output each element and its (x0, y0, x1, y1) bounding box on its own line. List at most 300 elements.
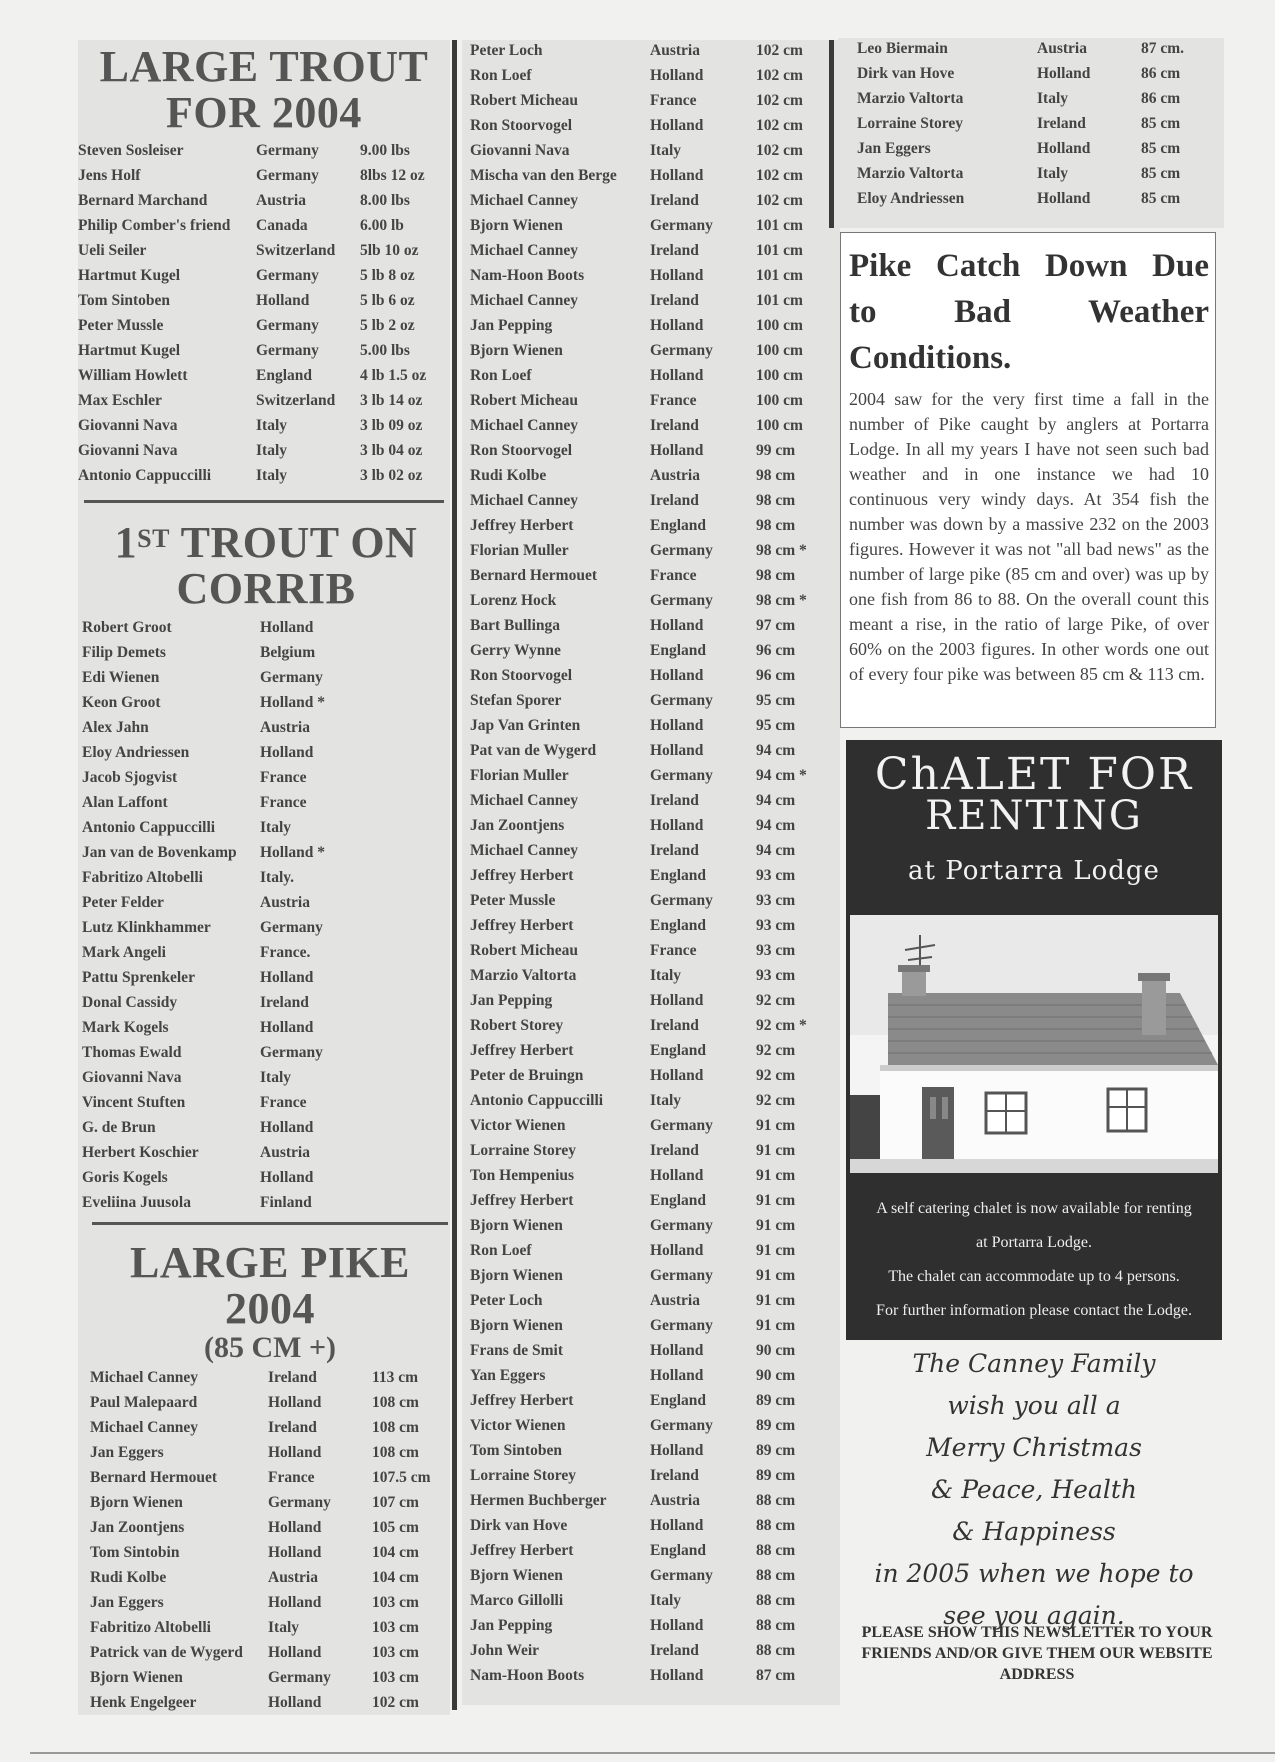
first-trout-row (82, 1165, 325, 1190)
size: 95 cm (756, 716, 796, 734)
size: 5lb 10 oz (360, 241, 419, 259)
country: Italy (268, 1618, 299, 1636)
column-divider-left (452, 40, 457, 1710)
pike-row (470, 588, 807, 613)
size: 98 cm (756, 491, 796, 509)
first-trout-row (82, 790, 325, 815)
pike-row (470, 463, 807, 488)
pike-row (470, 1538, 807, 1563)
size: 90 cm (756, 1366, 796, 1384)
angler-name: Peter Felder (82, 893, 164, 911)
angler-name: Keon Groot (82, 693, 161, 711)
first-trout-row (82, 815, 325, 840)
chalet-title-line3: at Portarra Lodge (908, 856, 1160, 886)
pike-row (470, 1113, 807, 1138)
size: 101 cm (756, 216, 803, 234)
angler-name: Jeffrey Herbert (470, 1391, 574, 1409)
angler-name: Mischa van den Berge (470, 166, 617, 184)
country: Italy (650, 1591, 681, 1609)
size: 8.00 lbs (360, 191, 410, 209)
pike-row (470, 563, 807, 588)
country: Austria (260, 893, 310, 911)
size: 108 cm (372, 1418, 419, 1436)
first-trout-title-line2: CORRIB (176, 564, 356, 613)
country: France (650, 566, 697, 584)
size: 91 cm (756, 1216, 796, 1234)
pike-row (90, 1565, 431, 1590)
size: 3 lb 14 oz (360, 391, 423, 409)
size: 93 cm (756, 866, 796, 884)
trout-row (78, 263, 426, 288)
pike-row (90, 1440, 431, 1465)
chalet-info-line3: The chalet can accommodate up to 4 persons. (888, 1268, 1180, 1285)
angler-name: Bernard Marchand (78, 191, 208, 209)
first-trout-row (82, 990, 325, 1015)
angler-name: Jan Eggers (90, 1443, 164, 1461)
country: Holland (268, 1643, 322, 1661)
size: 3 lb 09 oz (360, 416, 423, 434)
chalet-info-line1: A self catering chalet is now available for renting (876, 1200, 1192, 1217)
angler-name: Tom Sintoben (78, 291, 171, 309)
angler-name: Robert Micheau (470, 91, 579, 109)
pike-continued-section (470, 38, 840, 1688)
size: 99 cm (756, 441, 796, 459)
country: Ireland (650, 841, 699, 859)
pike-row (470, 538, 807, 563)
pike-row (90, 1665, 431, 1690)
country: Germany (260, 1043, 323, 1061)
angler-name: Jeffrey Herbert (470, 1041, 574, 1059)
angler-name: Gerry Wynne (470, 641, 561, 659)
pike-row (470, 1363, 807, 1388)
chalet-title-line1: ChALET FOR (874, 749, 1194, 800)
country: Austria (1037, 39, 1087, 57)
country: Germany (650, 216, 713, 234)
large-pike-subtitle: (85 CM +) (203, 1331, 337, 1364)
pike-row (90, 1465, 431, 1490)
country: Holland (260, 1118, 314, 1136)
trout-row (78, 388, 426, 413)
pike-row (470, 1613, 807, 1638)
trout-row (78, 363, 426, 388)
country: Ireland (650, 491, 699, 509)
country: Italy (1037, 164, 1068, 182)
trout-row (78, 188, 426, 213)
first-trout-table (82, 615, 325, 1215)
country: Austria (260, 1143, 310, 1161)
country: Holland (650, 991, 704, 1009)
size: 5 lb 2 oz (360, 316, 415, 334)
pike-row (470, 963, 807, 988)
country: Holland (650, 366, 704, 384)
angler-name: Lorraine Storey (470, 1141, 577, 1159)
angler-name: Jacob Sjogvist (82, 768, 178, 786)
size: 91 cm (756, 1316, 796, 1334)
size: 92 cm * (756, 1016, 807, 1034)
size: 4 lb 1.5 oz (360, 366, 427, 384)
angler-name: Jeffrey Herbert (470, 516, 574, 534)
angler-name: Eloy Andriessen (82, 743, 190, 761)
size: 88 cm (756, 1566, 796, 1584)
angler-name: Bart Bullinga (470, 616, 561, 634)
pike-row (857, 136, 1184, 161)
angler-name: Leo Biermain (857, 39, 948, 57)
pike-article-box (840, 232, 1216, 728)
angler-name: Thomas Ewald (82, 1043, 182, 1061)
country: Italy (260, 818, 291, 836)
angler-name: Pat van de Wygerd (470, 741, 597, 759)
angler-name: Michael Canney (90, 1418, 199, 1436)
size: 102 cm (756, 191, 803, 209)
first-trout-row (82, 765, 325, 790)
angler-name: Dirk van Hove (857, 64, 955, 82)
angler-name: Ron Loef (470, 1241, 532, 1259)
country: Italy (256, 441, 287, 459)
angler-name: Bjorn Wienen (470, 1316, 563, 1334)
angler-name: Philip Comber's friend (78, 216, 231, 234)
country: Germany (650, 591, 713, 609)
country: Holland (256, 291, 310, 309)
first-trout-row (82, 1040, 325, 1065)
angler-name: Ron Stoorvogel (470, 441, 573, 459)
pike-row (470, 763, 807, 788)
pike-row (470, 1488, 807, 1513)
pike-row (857, 61, 1184, 86)
country: Austria (650, 1291, 700, 1309)
country: Italy (1037, 89, 1068, 107)
angler-name: Yan Eggers (470, 1366, 546, 1384)
size: 93 cm (756, 941, 796, 959)
angler-name: Michael Canney (470, 416, 579, 434)
angler-name: Lorenz Hock (470, 591, 557, 609)
chalet-info (846, 1192, 1222, 1328)
first-trout-title-sup: ST (137, 524, 170, 553)
size: 3 lb 04 oz (360, 441, 423, 459)
country: Germany (650, 1216, 713, 1234)
angler-name: Ron Loef (470, 66, 532, 84)
size: 98 cm (756, 566, 796, 584)
trout-row (78, 238, 426, 263)
size: 85 cm (1141, 189, 1181, 207)
first-trout-section (82, 520, 450, 1215)
country: Ireland (650, 1466, 699, 1484)
country: Holland (650, 1441, 704, 1459)
size: 98 cm (756, 466, 796, 484)
chalet-advert (846, 740, 1222, 1340)
country: Ireland (650, 416, 699, 434)
country: France (260, 1093, 307, 1111)
size: 5.00 lbs (360, 341, 410, 359)
pike-row (857, 161, 1184, 186)
pike-row (90, 1390, 431, 1415)
pike-row (470, 1413, 807, 1438)
pike-row (470, 1063, 807, 1088)
angler-name: Jeffrey Herbert (470, 866, 574, 884)
first-trout-row (82, 1015, 325, 1040)
country: Holland (650, 116, 704, 134)
size: 88 cm (756, 1491, 796, 1509)
large-trout-section (78, 44, 450, 488)
size: 85 cm (1141, 139, 1181, 157)
angler-name: Nam-Hoon Boots (470, 266, 585, 284)
angler-name: Jan Zoontjens (470, 816, 565, 834)
country: Holland (650, 1366, 704, 1384)
angler-name: Michael Canney (90, 1368, 199, 1386)
pike-row (470, 138, 807, 163)
page-bottom-edge (30, 1752, 1275, 1754)
first-trout-row (82, 740, 325, 765)
large-trout-table (78, 138, 426, 488)
angler-name: Goris Kogels (82, 1168, 168, 1186)
country: Italy (650, 1091, 681, 1109)
pike-row (470, 1513, 807, 1538)
size: 86 cm (1141, 64, 1181, 82)
trout-row (78, 463, 426, 488)
angler-name: Michael Canney (470, 241, 579, 259)
pike-row (470, 813, 807, 838)
angler-name: William Howlett (78, 366, 188, 384)
country: Holland (268, 1593, 322, 1611)
country: England (256, 366, 313, 384)
pike-row (857, 111, 1184, 136)
pike-row (470, 488, 807, 513)
angler-name: Fabritizo Altobelli (82, 868, 203, 886)
angler-name: Bernard Hermouet (90, 1468, 217, 1486)
angler-name: Jan Zoontjens (90, 1518, 185, 1536)
angler-name: Tom Sintobin (90, 1543, 180, 1561)
chalet-house-image (850, 915, 1218, 1173)
country: Holland (650, 1241, 704, 1259)
country: Holland (268, 1543, 322, 1561)
angler-name: Paul Malepaard (90, 1393, 198, 1411)
country: England (650, 1391, 707, 1409)
pike-row (470, 1313, 807, 1338)
pike-row (470, 438, 807, 463)
greeting-line5: & Happiness (952, 1517, 1116, 1546)
angler-name: Tom Sintoben (470, 1441, 563, 1459)
pike-row (470, 213, 807, 238)
country: Holland (650, 166, 704, 184)
country: England (650, 1191, 707, 1209)
country: Holland (650, 666, 704, 684)
first-trout-row (82, 1190, 325, 1215)
size: 100 cm (756, 341, 803, 359)
angler-name: Robert Micheau (470, 941, 579, 959)
country: Germany (256, 341, 319, 359)
angler-name: Mark Kogels (82, 1018, 169, 1036)
size: 95 cm (756, 691, 796, 709)
pike-row (470, 163, 807, 188)
angler-name: Antonio Cappuccilli (78, 466, 212, 484)
country: England (650, 641, 707, 659)
country: Germany (650, 766, 713, 784)
size: 108 cm (372, 1443, 419, 1461)
first-trout-row (82, 1140, 325, 1165)
angler-name: Jan Eggers (857, 139, 931, 157)
greeting-line2: wish you all a (947, 1391, 1121, 1420)
country: Austria (650, 466, 700, 484)
size: 93 cm (756, 966, 796, 984)
size: 94 cm (756, 741, 796, 759)
country: Holland (260, 1018, 314, 1036)
first-trout-row (82, 1065, 325, 1090)
pike-row (470, 363, 807, 388)
country: Austria (650, 41, 700, 59)
size: 92 cm (756, 1091, 796, 1109)
country: Holland (1037, 139, 1091, 157)
size: 92 cm (756, 1041, 796, 1059)
angler-name: Alan Laffont (82, 793, 168, 811)
angler-name: Mark Angeli (82, 943, 166, 961)
country: Germany (650, 891, 713, 909)
pike-row (470, 1588, 807, 1613)
angler-name: Bjorn Wienen (470, 341, 563, 359)
angler-name: Rudi Kolbe (470, 466, 547, 484)
country: France (260, 793, 307, 811)
pike-row (470, 338, 807, 363)
country: Austria (650, 1491, 700, 1509)
size: 103 cm (372, 1643, 419, 1661)
first-trout-row (82, 640, 325, 665)
first-trout-row (82, 915, 325, 940)
angler-name: G. de Brun (82, 1118, 156, 1136)
large-trout-title-line2: FOR 2004 (166, 88, 362, 137)
pike-row (90, 1640, 431, 1665)
country: Austria (256, 191, 306, 209)
angler-name: Bjorn Wienen (470, 1566, 563, 1584)
angler-name: Peter Mussle (78, 316, 164, 334)
angler-name: Jeffrey Herbert (470, 1541, 574, 1559)
angler-name: Robert Micheau (470, 391, 579, 409)
pike-row (470, 413, 807, 438)
angler-name: Hermen Buchberger (470, 1491, 607, 1509)
pike-row (90, 1590, 431, 1615)
country: England (650, 866, 707, 884)
angler-name: Jan Pepping (470, 991, 553, 1009)
country: Ireland (650, 191, 699, 209)
country: France (650, 941, 697, 959)
country: Holland (268, 1518, 322, 1536)
angler-name: Henk Engelgeer (90, 1693, 197, 1711)
chalet-info-line2: at Portarra Lodge. (976, 1234, 1092, 1251)
size: 5 lb 6 oz (360, 291, 415, 309)
country: Austria (260, 718, 310, 736)
pike-row (470, 788, 807, 813)
country: Holland (650, 1166, 704, 1184)
pike-row (470, 1238, 807, 1263)
size: 85 cm (1141, 164, 1181, 182)
pike-row (470, 113, 807, 138)
size: 102 cm (756, 91, 803, 109)
size: 100 cm (756, 391, 803, 409)
country: Italy (256, 416, 287, 434)
country: Germany (650, 1116, 713, 1134)
size: 101 cm (756, 241, 803, 259)
pike-row (857, 86, 1184, 111)
greeting-line7: see you again. (943, 1601, 1125, 1630)
trout-row (78, 138, 426, 163)
pike-right-section (857, 36, 1217, 211)
angler-name: Vincent Stuften (82, 1093, 186, 1111)
pike-row (470, 313, 807, 338)
angler-name: Peter Mussle (470, 891, 556, 909)
angler-name: Rudi Kolbe (90, 1568, 167, 1586)
first-trout-row (82, 715, 325, 740)
angler-name: Michael Canney (470, 841, 579, 859)
pike-row (470, 838, 807, 863)
trout-row (78, 413, 426, 438)
size: 92 cm (756, 1066, 796, 1084)
pike-row (90, 1415, 431, 1440)
angler-name: Patrick van de Wygerd (90, 1643, 243, 1661)
large-pike-section (90, 1240, 450, 1715)
country: Holland (650, 741, 704, 759)
angler-name: Ron Loef (470, 366, 532, 384)
pike-row (470, 1263, 807, 1288)
angler-name: Victor Wienen (470, 1416, 566, 1434)
size: 91 cm (756, 1266, 796, 1284)
first-trout-row (82, 1115, 325, 1140)
size: 87 cm. (1141, 39, 1185, 57)
size: 102 cm (756, 41, 803, 59)
angler-name: Lorraine Storey (470, 1466, 577, 1484)
angler-name: Jeffrey Herbert (470, 1191, 574, 1209)
country: Canada (256, 216, 308, 234)
first-trout-title-num: 1 (114, 518, 138, 567)
country: Holland (650, 1066, 704, 1084)
first-trout-row (82, 665, 325, 690)
size: 91 cm (756, 1241, 796, 1259)
pike-row (470, 688, 807, 713)
large-pike-title-line1: LARGE PIKE (129, 1238, 411, 1287)
pike-row (470, 38, 807, 63)
size: 91 cm (756, 1191, 796, 1209)
pike-row (470, 1188, 807, 1213)
country: Italy (256, 466, 287, 484)
size: 98 cm (756, 516, 796, 534)
size: 102 cm (756, 166, 803, 184)
country: Ireland (268, 1418, 317, 1436)
pike-row (90, 1515, 431, 1540)
angler-name: Filip Demets (82, 643, 166, 661)
size: 102 cm (756, 116, 803, 134)
size: 6.00 lb (360, 216, 404, 234)
size: 89 cm (756, 1441, 796, 1459)
angler-name: Alex Jahn (82, 718, 149, 736)
angler-name: Bjorn Wienen (470, 1216, 563, 1234)
angler-name: Eveliina Juusola (82, 1193, 191, 1211)
christmas-greeting (846, 1343, 1222, 1637)
pike-row (90, 1615, 431, 1640)
pike-row (470, 1138, 807, 1163)
size: 90 cm (756, 1341, 796, 1359)
country: Italy (650, 966, 681, 984)
country: Germany (256, 266, 319, 284)
angler-name: Giovanni Nava (470, 141, 570, 159)
size: 8lbs 12 oz (360, 166, 425, 184)
country: Germany (650, 691, 713, 709)
country: Italy (260, 1068, 291, 1086)
angler-name: Marzio Valtorta (857, 89, 964, 107)
pike-row (470, 888, 807, 913)
angler-name: Marzio Valtorta (857, 164, 964, 182)
angler-name: Steven Sosleiser (78, 141, 184, 159)
country: Holland (650, 266, 704, 284)
country: Ireland (1037, 114, 1086, 132)
angler-name: Jan Pepping (470, 1616, 553, 1634)
first-trout-row (82, 865, 325, 890)
angler-name: Robert Storey (470, 1016, 564, 1034)
